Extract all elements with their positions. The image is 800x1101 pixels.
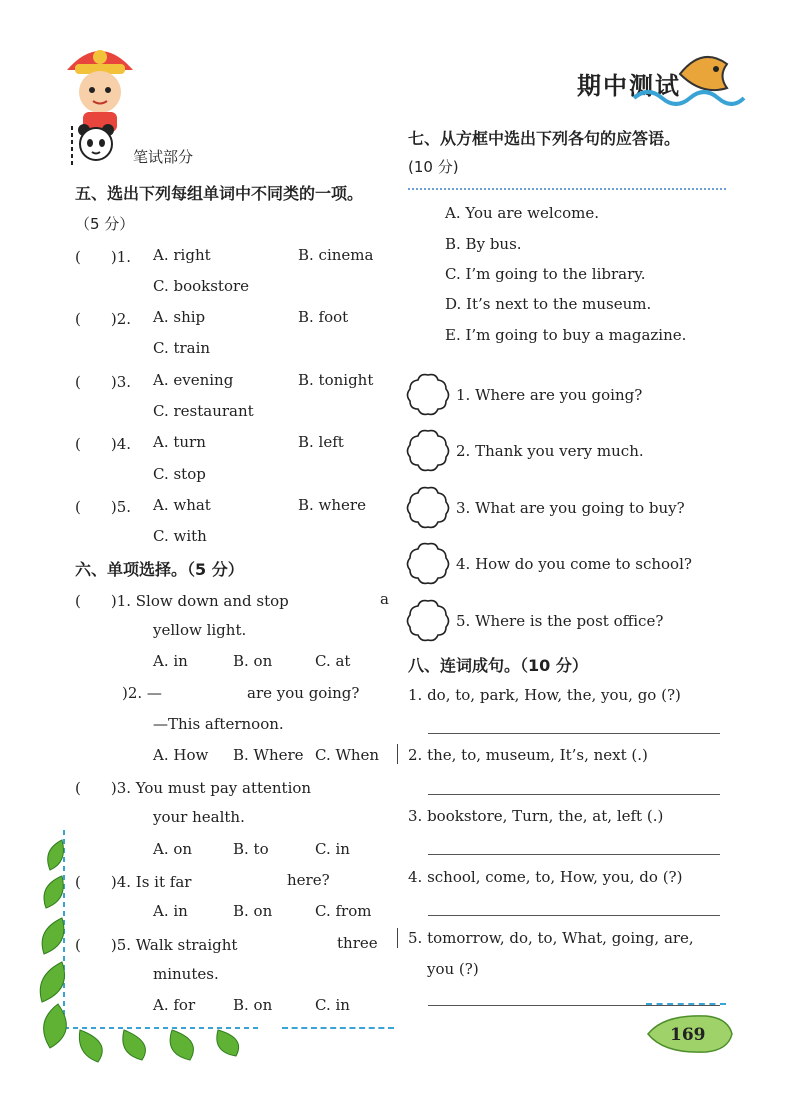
- answer-line[interactable]: [428, 915, 720, 916]
- answer-line[interactable]: [428, 1005, 720, 1006]
- part6-q5-option-b: B. on: [233, 996, 273, 1014]
- part6-q4-option-c: C. from: [315, 902, 372, 920]
- part8-item-5: 5. tomorrow, do, to, What, going, are,: [408, 929, 694, 947]
- part6-q2-stem-tail: are you going?: [247, 684, 360, 702]
- part5-score: （5 分）: [75, 215, 135, 233]
- part6-q5-option-a: A. for: [153, 996, 196, 1014]
- part5-q4-option-b: B. left: [298, 433, 344, 451]
- answer-line[interactable]: [428, 733, 720, 734]
- part6-q5-option-c: C. in: [315, 996, 350, 1014]
- answer-flower-box[interactable]: [406, 372, 450, 416]
- part5-q2-option-c: C. train: [153, 339, 211, 357]
- part6-q2-option-c: C. When: [315, 746, 380, 764]
- page-number: 169: [670, 1025, 706, 1045]
- part5-q1-option-c: C. bookstore: [153, 277, 250, 295]
- part7-score: (10 分): [408, 158, 459, 176]
- part7-question-1: 1. Where are you going?: [456, 386, 643, 404]
- part7-question-2: 2. Thank you very much.: [456, 442, 644, 460]
- part7-heading: 七、从方框中选出下列各句的应答语。: [408, 129, 681, 148]
- leaf-decoration-icon: [32, 828, 282, 1063]
- column-divider: [397, 744, 398, 764]
- part5-q4-option-c: C. stop: [153, 465, 206, 483]
- part6-q3-option-c: C. in: [315, 840, 350, 858]
- part6-q4-stem: ( )4. Is it far: [75, 873, 192, 891]
- part5-q3-option-a: A. evening: [153, 371, 234, 389]
- part5-q2-option-a: A. ship: [153, 308, 206, 326]
- answer-flower-box[interactable]: [406, 428, 450, 472]
- part7-question-4: 4. How do you come to school?: [456, 555, 692, 573]
- part6-q3-option-b: B. to: [233, 840, 269, 858]
- part6-heading: 六、单项选择。（5 分）: [75, 560, 244, 579]
- fish-wave-icon: [632, 42, 747, 114]
- part6-q5-stem-line2: minutes.: [153, 965, 219, 983]
- part6-q3-stem: ( )3. You must pay attention: [75, 779, 312, 797]
- part6-q2-stem-line2: —This afternoon.: [153, 715, 284, 733]
- part6-q5-stem-tail: three: [337, 934, 378, 952]
- part6-q2-option-a: A. How: [153, 746, 209, 764]
- part7-question-3: 3. What are you going to buy?: [456, 499, 685, 517]
- part7-option-d: D. It’s next to the museum.: [445, 295, 652, 313]
- part6-q4-option-a: A. in: [153, 902, 188, 920]
- part8-item-1: 1. do, to, park, How, the, you, go (?): [408, 686, 681, 704]
- page-title: 期中测试: [577, 72, 681, 100]
- part5-q1-option-b: B. cinema: [298, 246, 374, 264]
- footer-dash-line: [282, 1027, 394, 1029]
- part6-q2-stem: )2. —: [122, 684, 162, 702]
- part6-q1-option-a: A. in: [153, 652, 188, 670]
- part8-item-3: 3. bookstore, Turn, the, at, left (.): [408, 807, 664, 825]
- part5-q1-option-a: A. right: [153, 246, 211, 264]
- part6-q1-stem-line2: yellow light.: [153, 621, 247, 639]
- part5-q3-number: ( )3.: [75, 373, 132, 391]
- part8-item-4: 4. school, come, to, How, you, do (?): [408, 868, 683, 886]
- part5-q4-option-a: A. turn: [153, 433, 206, 451]
- section-label: 笔试部分: [133, 148, 194, 166]
- part8-heading: 八、连词成句。（10 分）: [408, 656, 588, 675]
- part6-q4-stem-tail: here?: [287, 871, 330, 889]
- answer-line[interactable]: [428, 854, 720, 855]
- part7-option-e: E. I’m going to buy a magazine.: [445, 326, 687, 344]
- part7-option-c: C. I’m going to the library.: [445, 265, 646, 283]
- part6-q1-stem-tail: a: [380, 590, 389, 608]
- part6-q4-option-b: B. on: [233, 902, 273, 920]
- part6-q1-stem: ( )1. Slow down and stop: [75, 592, 289, 610]
- footer-dash-line-right: [646, 1003, 726, 1005]
- part8-item-5-line2: you (?): [427, 960, 479, 978]
- options-box-border: [408, 188, 726, 190]
- answer-flower-box[interactable]: [406, 541, 450, 585]
- panda-icon: [68, 120, 126, 172]
- part7-option-a: A. You are welcome.: [445, 204, 599, 222]
- part5-q1-number: ( )1.: [75, 248, 132, 266]
- part7-question-5: 5. Where is the post office?: [456, 612, 664, 630]
- part5-q3-option-b: B. tonight: [298, 371, 374, 389]
- part6-q3-option-a: A. on: [153, 840, 193, 858]
- part6-q2-option-b: B. Where: [233, 746, 304, 764]
- part5-q5-number: ( )5.: [75, 498, 132, 516]
- part5-q4-number: ( )4.: [75, 435, 132, 453]
- part5-q3-option-c: C. restaurant: [153, 402, 254, 420]
- column-divider: [397, 928, 398, 948]
- part6-q1-option-c: C. at: [315, 652, 351, 670]
- part5-q5-option-a: A. what: [153, 496, 211, 514]
- part5-heading: 五、选出下列每组单词中不同类的一项。: [75, 184, 364, 203]
- part5-q2-option-b: B. foot: [298, 308, 349, 326]
- part8-item-2: 2. the, to, museum, It’s, next (.): [408, 746, 648, 764]
- part7-option-b: B. By bus.: [445, 235, 522, 253]
- part5-q5-option-c: C. with: [153, 527, 207, 545]
- answer-flower-box[interactable]: [406, 598, 450, 642]
- part6-q5-stem: ( )5. Walk straight: [75, 936, 238, 954]
- part6-q1-option-b: B. on: [233, 652, 273, 670]
- part5-q2-number: ( )2.: [75, 310, 132, 328]
- part6-q3-stem-line2: your health.: [153, 808, 245, 826]
- part5-q5-option-b: B. where: [298, 496, 366, 514]
- answer-flower-box[interactable]: [406, 485, 450, 529]
- answer-line[interactable]: [428, 794, 720, 795]
